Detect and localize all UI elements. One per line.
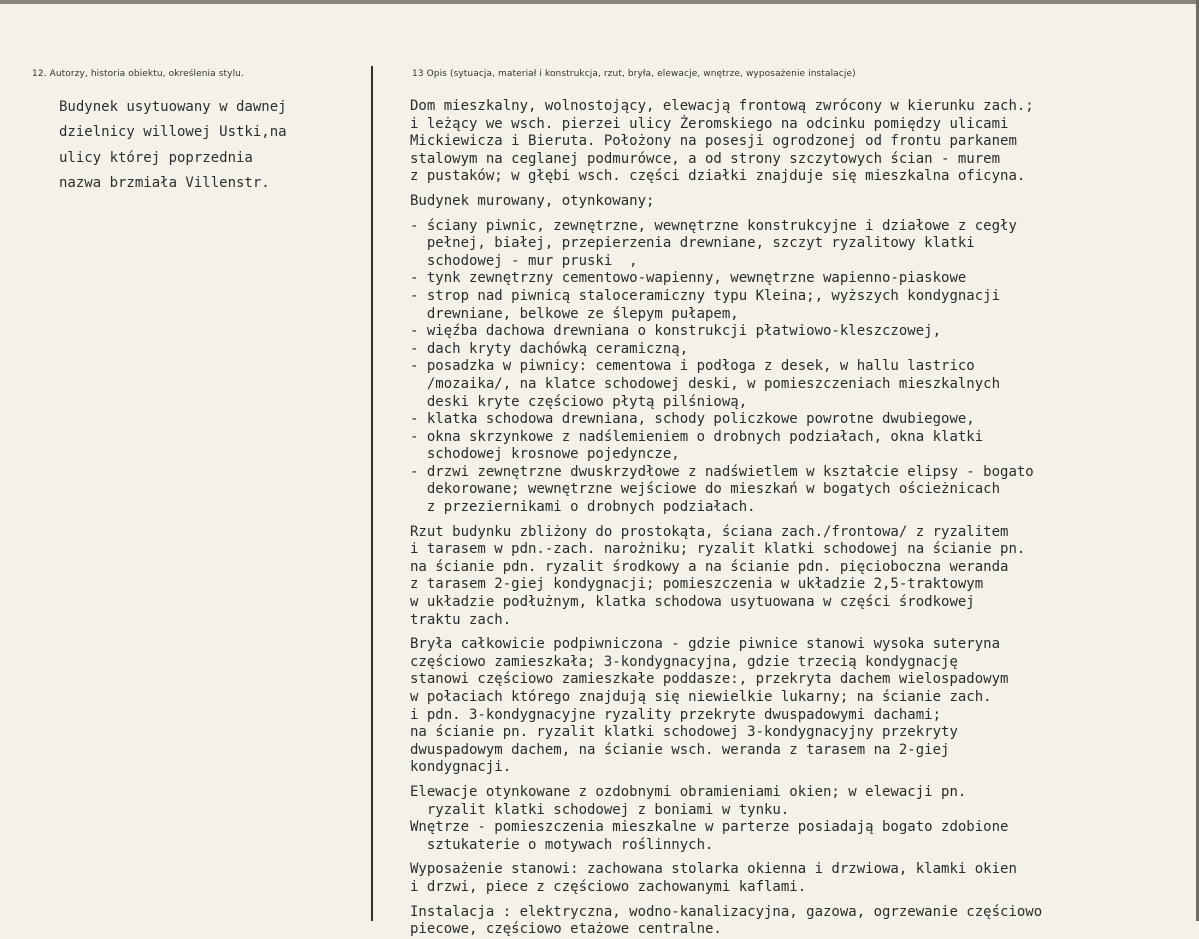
description-line: - dach kryty dachówką ceramiczną, [410,340,689,357]
top-border [0,0,1199,4]
description-line: z pustaków; w głębi wsch. części działki znajduje się mieszkalna oficyna. [410,168,1026,185]
paragraph-gap [410,629,1190,636]
description-line: ryzalit klatki schodowej z boniami w tynku. [410,801,790,818]
description-line: piecowe, częściowo etażowe centralne. [410,921,722,938]
history-line: ulicy której poprzednia [59,149,253,166]
description-text [410,98,1190,939]
history-text [59,95,359,196]
description-line: częściowo zamieszkała; 3-kondygnacyjna, gdzie trzecią kondygnację [410,653,958,670]
section-13-header: 13 Opis (sytuacja, materiał i konstrukcja, rzut, bryła, elewacje, wnętrze, wyposażenie instalacje) [412,69,856,79]
description-line: i tarasem w pdn.-zach. narożniku; ryzalit klatki schodowej na ścianie pn. [410,541,1026,558]
description-line: kondygnacji. [410,759,512,776]
description-line: i drzwi, piece z częściowo zachowanymi kaflami. [410,878,807,895]
description-line: drewniane, belkowe ze ślepym pułapem, [410,305,739,322]
description-line: - okna skrzynkowe z nadślemieniem o drobnych podziałach, okna klatki [410,428,984,445]
description-line: deski kryte częściowo płytą pilśniową, [410,393,748,410]
description-paragraph [410,784,1190,854]
description-paragraph [410,524,1190,630]
description-line: stanowi częściowo zamieszkałe poddasze:, przekryta dachem wielospadowym [410,671,1009,688]
paragraph-gap [410,517,1190,524]
section-12-header: 12. Autorzy, historia obiektu, określenia stylu. [32,69,244,79]
description-line: sztukaterie o motywach roślinnych. [410,836,714,853]
description-line: Mickiewicza i Bieruta. Położony na posesji ogrodzonej od frontu parkanem [410,133,1017,150]
description-line: Wyposażenie stanowi: zachowana stolarka okienna i drzwiowa, klamki okien [410,861,1017,878]
column-divider [371,66,373,921]
description-line: z tarasem 2-giej kondygnacji; pomieszczenia w układzie 2,5-traktowym [410,576,984,593]
description-paragraph [410,861,1190,896]
description-line: - strop nad piwnicą staloceramiczny typu Kleina;, wyższych kondygnacji [410,287,1001,304]
description-paragraph [410,636,1190,777]
description-paragraph [410,218,1190,517]
description-line: Rzut budynku zbliżony do prostokąta, ściana zach./frontowa/ z ryzalitem [410,523,1009,540]
description-line: schodowej krosnowe pojedyncze, [410,446,680,463]
paragraph-gap [410,186,1190,193]
history-line: dzielnicy willowej Ustki,na [59,124,287,141]
description-line: traktu zach. [410,611,512,628]
description-line: - tynk zewnętrzny cementowo-wapienny, wewnętrzne wapienno-piaskowe [410,270,967,287]
description-line: Budynek murowany, otynkowany; [410,192,655,209]
description-line: na ścianie pdn. ryzalit środkowy a na ścianie pdn. pięcioboczna weranda [410,558,1009,575]
description-line: z przeziernikami o drobnych podziałach. [410,499,756,516]
description-line: na ścianie pn. ryzalit klatki schodowej 3-kondygnacyjny przekryty [410,724,958,741]
description-line: - drzwi zewnętrzne dwuskrzydłowe z nadświetlem w kształcie elipsy - bogato [410,463,1034,480]
paragraph-gap [410,777,1190,784]
description-line: Wnętrze - pomieszczenia mieszkalne w parterze posiadają bogato zdobione [410,819,1009,836]
description-line: Instalacja : elektryczna, wodno-kanalizacyjna, gazowa, ogrzewanie częściowo [410,903,1043,920]
description-line: w układzie podłużnym, klatka schodowa usytuowana w części środkowej [410,594,975,611]
description-paragraph [410,193,1190,211]
description-line: - więźba dachowa drewniana o konstrukcji płatwiowo-kleszczowej, [410,323,942,340]
description-paragraph [410,904,1190,939]
description-line: schodowej - mur pruski , [410,252,638,269]
description-line: i leżący we wsch. pierzei ulicy Żeromskiego na odcinku pomiędzy ulicami [410,115,1009,132]
paragraph-gap [410,854,1190,861]
description-line: stalowym na ceglanej podmurówce, a od strony szczytowych ścian - murem [410,150,1001,167]
history-line: nazwa brzmiała Villenstr. [59,174,270,191]
description-line: w połaciach którego znajdują się niewielkie lukarny; na ścianie zach. [410,689,992,705]
description-line: dwuspadowym dachem, na ścianie wsch. weranda z tarasem na 2-giej [410,741,950,758]
description-line: - posadzka w piwnicy: cementowa i podłoga z desek, w hallu lastrico [410,358,975,375]
description-line: /mozaika/, na klatce schodowej deski, w pomieszczeniach mieszkalnych [410,375,1001,392]
description-line: Bryła całkowicie podpiwniczona - gdzie piwnice stanowi wysoka suteryna [410,636,1001,653]
description-line: - klatka schodowa drewniana, schody policzkowe powrotne dwubiegowe, [410,411,975,428]
description-line: i pdn. 3-kondygnacyjne ryzality przekryte dwuspadowymi dachami; [410,706,942,723]
description-line: - ściany piwnic, zewnętrzne, wewnętrzne konstrukcyjne i działowe z cegły [410,217,1017,234]
description-paragraph [410,98,1190,186]
description-line: dekorowane; wewnętrzne wejściowe do mieszkań w bogatych ościeżnicach [410,481,1001,498]
description-line: pełnej, białej, przepierzenia drewniane, szczyt ryzalitowy klatki [410,235,975,252]
paragraph-gap [410,897,1190,904]
description-line: Elewacje otynkowane z ozdobnymi obramieniami okien; w elewacji pn. [410,783,967,800]
paragraph-gap [410,211,1190,218]
history-line: Budynek usytuowany w dawnej [59,99,287,115]
description-line: Dom mieszkalny, wolnostojący, elewacją frontową zwrócony w kierunku zach.; [410,98,1034,114]
